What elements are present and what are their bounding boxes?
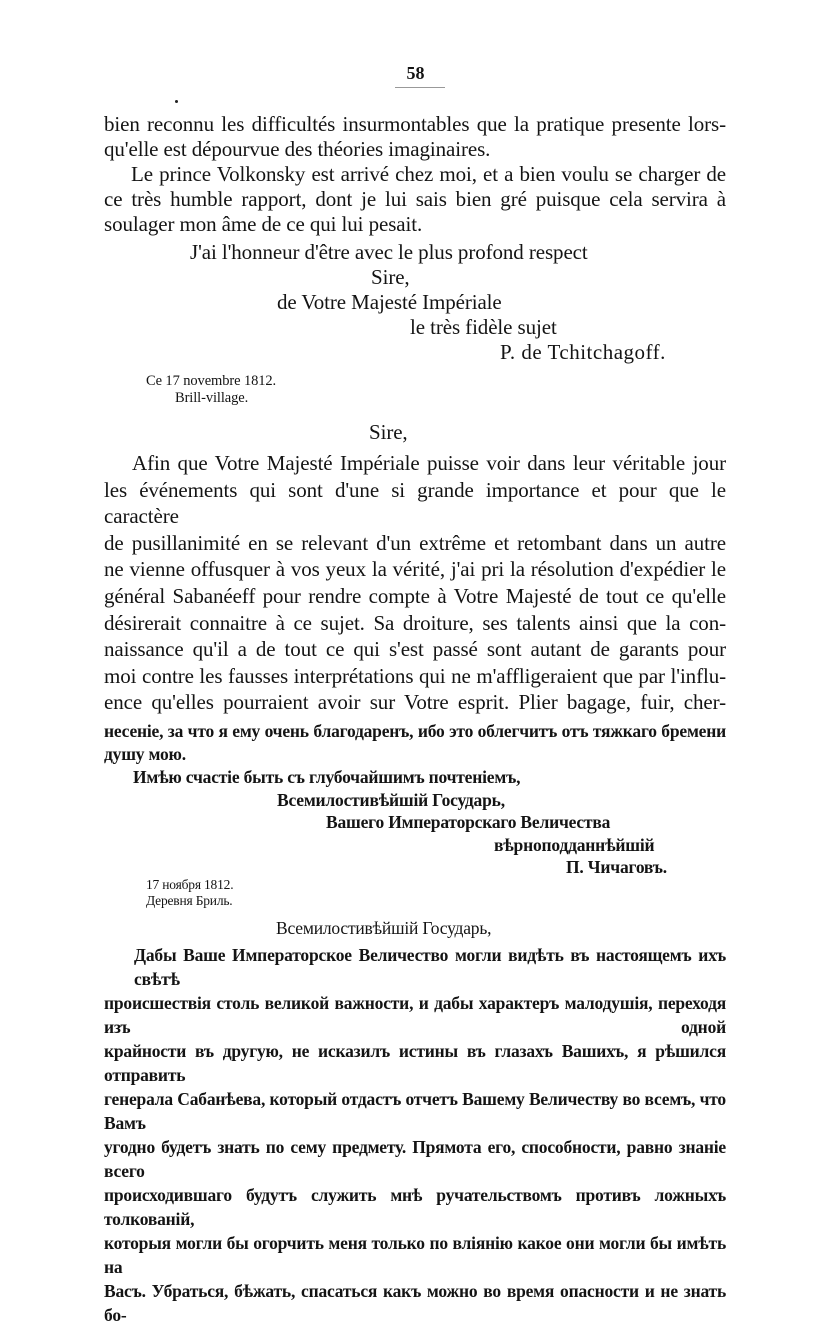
closing-line: de Votre Majesté Impériale bbox=[277, 290, 502, 314]
text-line: происходившаго будутъ служить мнѣ ручательствомъ противъ ложныхъ толкованій, bbox=[104, 1185, 726, 1229]
text-line: происшествія столь великой важности, и дабы характеръ малодушія, переходя изъ одной bbox=[104, 993, 726, 1037]
french-paragraph-1 bbox=[104, 112, 726, 162]
speck-mark bbox=[175, 100, 178, 103]
text-line: soulager mon âme de ce qui lui pesait. bbox=[104, 212, 423, 236]
closing-line: J'ai l'honneur d'être avec le plus profond respect bbox=[190, 240, 588, 264]
text-line: qu'elle est dépourvue des théories imaginaires. bbox=[104, 137, 491, 161]
date-line: 17 ноября 1812. bbox=[146, 877, 234, 892]
text-line: несеніе, за что я ему очень благодаренъ, ибо это облегчитъ отъ тяжкаго бремени bbox=[104, 721, 726, 741]
text-line: moi contre les fausses interprétations qui ne m'affligeraient que par l'influ- bbox=[104, 663, 726, 688]
text-line: bien reconnu les difficultés insurmontables que la pratique presente lors- bbox=[104, 112, 726, 136]
text-line: ence qu'elles pourraient avoir sur Votre esprit. Plier bagage, fuir, cher- bbox=[104, 690, 726, 715]
closing-line: Всемилостивѣйшій Государь, bbox=[277, 789, 505, 810]
russian-closing bbox=[104, 766, 726, 879]
place-line: Brill-village. bbox=[175, 390, 249, 406]
page-number: 58 bbox=[406, 63, 425, 83]
text-line: угодно будетъ знать по сему предмету. Прямота его, способности, равно знаніе всего bbox=[104, 1137, 726, 1181]
french-paragraph-2 bbox=[104, 162, 726, 237]
russian-letter bbox=[104, 943, 726, 1327]
french-closing bbox=[104, 240, 726, 365]
closing-line: Имѣю счастіе быть съ глубочайшимъ почтеніемъ, bbox=[133, 767, 521, 787]
page-number-rule bbox=[395, 87, 445, 88]
text-line: ce très humble rapport, dont je lui sais bien gré puisque cela servira à bbox=[104, 187, 726, 211]
text-line: de pusillanimité en se relevant d'un extrême et retombant dans un autre bbox=[104, 530, 726, 555]
french-salutation-block bbox=[104, 420, 726, 445]
russian-paragraph-1 bbox=[104, 720, 726, 765]
text-line: Le prince Volkonsky est arrivé chez moi, et a bien voulu se charger de bbox=[131, 162, 726, 186]
french-letter bbox=[104, 450, 726, 716]
text-line: ne vienne offusquer à vos yeux la vérité, j'ai pri la résolution d'expédier le bbox=[104, 557, 726, 582]
french-dateline bbox=[104, 373, 726, 407]
text-line: Дабы Ваше Императорское Величество могли видѣть въ настоящемъ ихъ свѣтѣ bbox=[134, 945, 726, 989]
closing-line: Вашего Императорскаго Величества bbox=[326, 812, 611, 832]
text-line: Afin que Votre Majesté Impériale puisse voir dans leur véritable jour bbox=[132, 451, 726, 475]
text-line: général Sabanéeff pour rendre compte à Votre Majesté de tout ce qu'elle bbox=[104, 583, 726, 608]
text-line: крайности въ другую, не исказилъ истины въ глазахъ Вашихъ, я рѣшился отправить bbox=[104, 1041, 726, 1085]
salutation: Sire, bbox=[369, 420, 408, 444]
date-line: Ce 17 novembre 1812. bbox=[146, 373, 277, 389]
text-line: душу мою. bbox=[104, 743, 186, 764]
russian-dateline bbox=[104, 877, 726, 909]
russian-salutation-block bbox=[104, 917, 726, 940]
text-line: генерала Сабанѣева, который отдастъ отчетъ Вашему Величеству во всемъ, что Вамъ bbox=[104, 1089, 726, 1133]
signature-line: P. de Tchitchagoff. bbox=[500, 340, 666, 364]
closing-line: Sire, bbox=[371, 265, 410, 289]
place-line: Деревня Бриль. bbox=[146, 893, 233, 908]
closing-line: вѣрноподданнѣйшій bbox=[494, 834, 655, 855]
text-line: désirerait connaitre à ce sujet. Sa droiture, ses talents ainsi que la con- bbox=[104, 610, 726, 635]
text-line: Васъ. Убраться, бѣжать, спасаться какъ можно во время опасности и не знать бо- bbox=[104, 1281, 726, 1325]
text-line: naissance qu'il a de tout ce qui s'est passé sont autant de garants pour bbox=[104, 637, 726, 662]
signature-line: П. Чичаговъ. bbox=[566, 857, 667, 877]
text-line: les événements qui sont d'une si grande importance et pour que le caractère bbox=[104, 477, 726, 529]
salutation: Всемилостивѣйшій Государь, bbox=[276, 918, 492, 938]
closing-line: le très fidèle sujet bbox=[410, 315, 557, 339]
text-line: которыя могли бы огорчить меня только по вліянію какое они могли бы имѣть на bbox=[104, 1233, 726, 1277]
